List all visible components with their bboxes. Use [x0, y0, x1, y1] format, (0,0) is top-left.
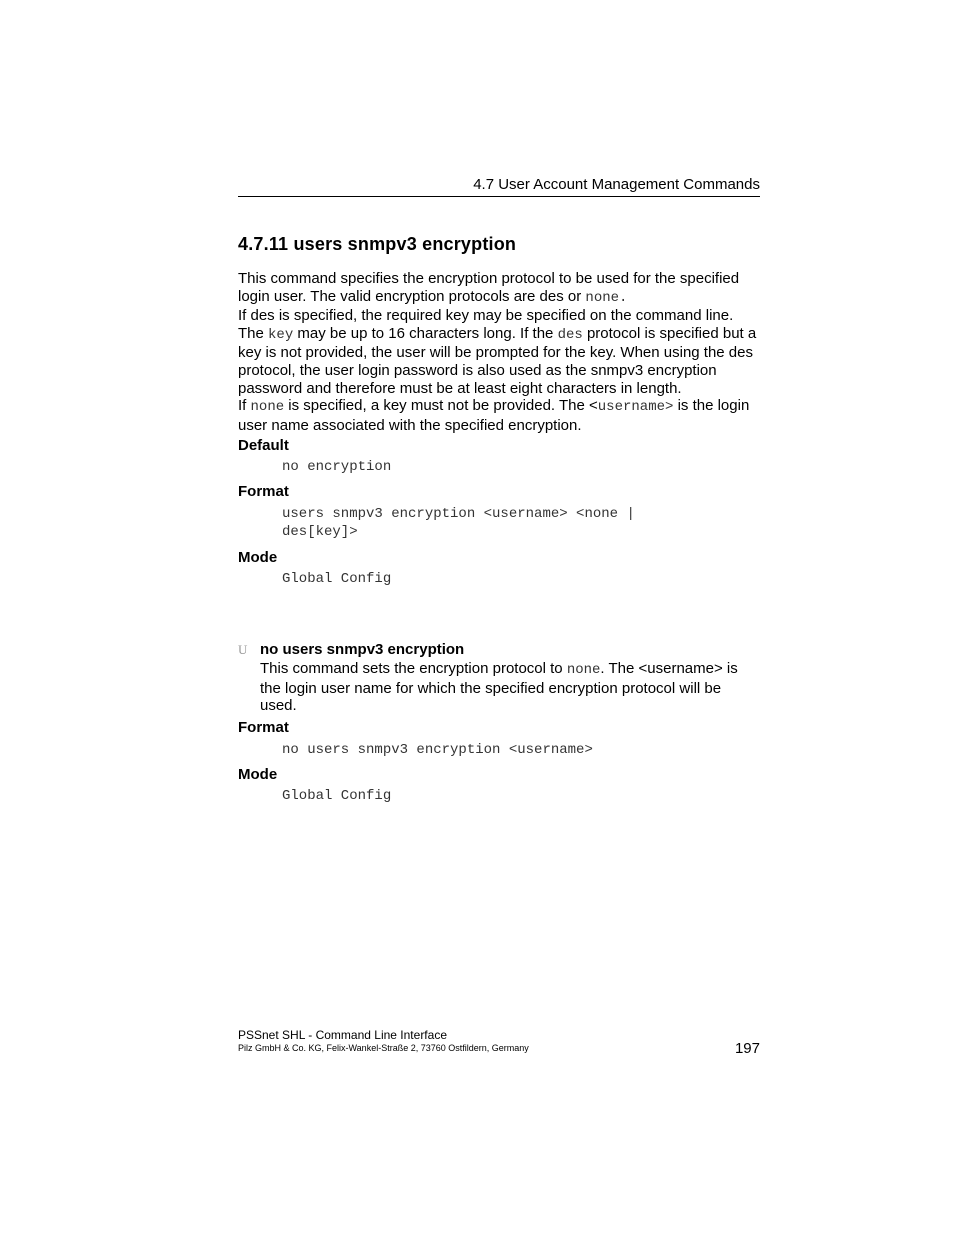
page-number: 197: [734, 1040, 760, 1057]
subcommand-format-label: Format: [238, 719, 289, 736]
description-paragraph-2: If des is specified, the required key may be specified on the command line. The key may be up to 16 characters long. If the des protocol is specified but a key is not provided, the user will be prompted for the key. When using the des protocol, the user login password is also used as the snmpv3 encryption password and therefore must be at least eight characters in length.: [238, 307, 757, 397]
inline-code: key: [268, 326, 294, 343]
inline-code: none.: [585, 289, 628, 306]
subcommand-mode-label: Mode: [238, 766, 278, 783]
section-title: 4.7.11 users snmpv3 encryption: [238, 234, 517, 254]
footer-address: Pilz GmbH & Co. KG, Felix-Wankel-Straße 2, 73760 Ostfildern, Germany: [238, 1043, 529, 1053]
default-value: no encryption: [282, 459, 392, 475]
running-header: 4.7 User Account Management Commands: [473, 176, 760, 193]
inline-code: none: [566, 662, 601, 678]
footer-document-title: PSSnet SHL - Command Line Interface: [238, 1028, 447, 1042]
mode-label: Mode: [238, 549, 278, 566]
inline-code: username>: [597, 399, 674, 416]
section-description: [238, 270, 760, 434]
bullet-marker: U: [238, 642, 248, 657]
subcommand-format-syntax: no users snmpv3 encryption <username>: [282, 742, 593, 758]
header-divider: [238, 196, 760, 197]
format-label: Format: [238, 483, 289, 500]
format-syntax-line-2: des[key]>: [282, 524, 358, 540]
subcommand-description: This command sets the encryption protocol to none. The <username> is the login user name for which the specified encryption protocol will be used.: [260, 660, 738, 715]
mode-value: Global Config: [282, 571, 392, 587]
inline-code: none: [250, 399, 285, 416]
description-paragraph-3: If none is specified, a key must not be provided. The <username> is the login user name associated with the specified encryption.: [238, 397, 750, 434]
inline-code: des: [557, 326, 583, 343]
default-label: Default: [238, 437, 289, 454]
subcommand-title: no users snmpv3 encryption: [260, 641, 465, 658]
subcommand-mode-value: Global Config: [282, 788, 392, 804]
format-syntax-line-1: users snmpv3 encryption <username> <none |: [282, 506, 635, 522]
description-paragraph-1: This command specifies the encryption protocol to be used for the specified login user. The valid encryption protocols are des or none.: [238, 270, 740, 306]
